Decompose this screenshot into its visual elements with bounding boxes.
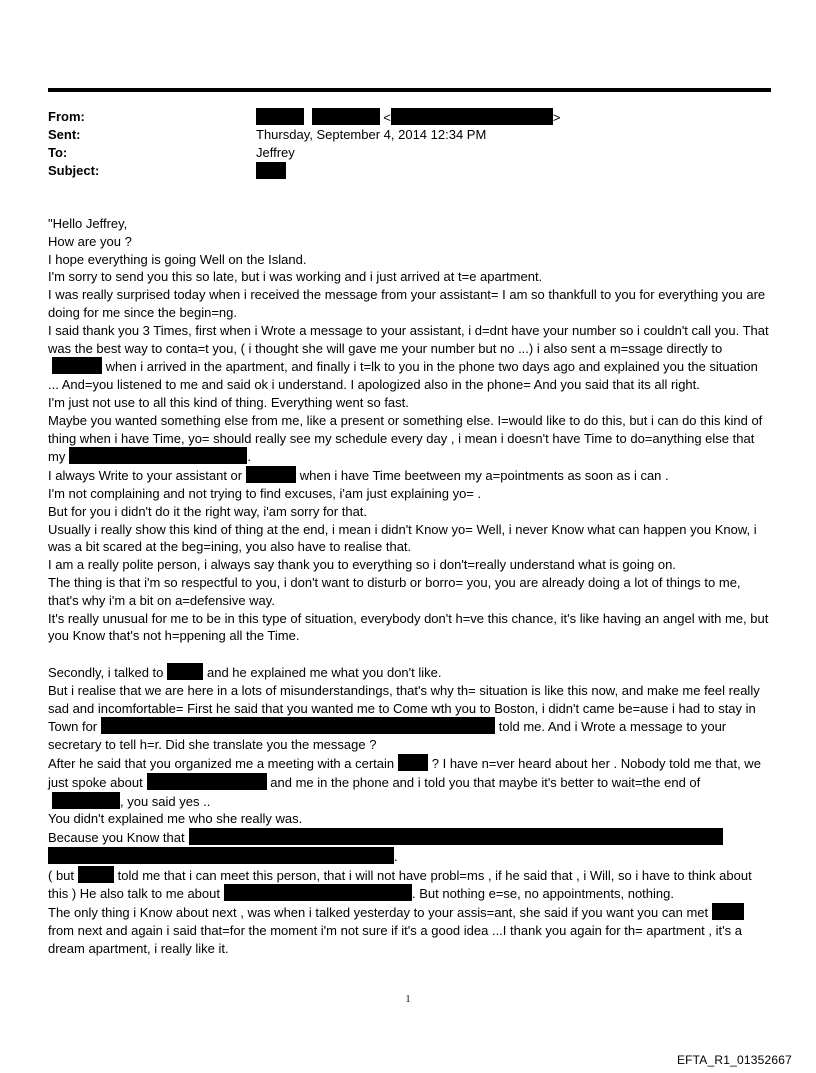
body-text: told me. And i Wrote a message to your secretary to tell h=r. Did she translate you the message ? (48, 719, 727, 753)
from-label: From: (48, 109, 85, 124)
body-text: and me in the phone and i told you that maybe it's better to wait=the end of (266, 774, 701, 790)
body-text: I said thank you 3 Times, first when i Wrote a message to your assistant, i d=dnt have your number so i couldn't call you. That was the best way to conta=t you, ( i thought she will gave me your number but no ...) i also sent a m=ssage directly to (48, 322, 769, 356)
body-paragraph (48, 322, 772, 394)
to-row (48, 144, 771, 162)
redaction-block (147, 773, 267, 790)
redaction-block (312, 108, 380, 125)
body-text: , you said yes .. (120, 793, 211, 809)
body-paragraph (48, 754, 772, 810)
redaction-block (52, 792, 120, 809)
body-text: After he said that you organized me a meeting with a certain (48, 755, 395, 771)
redaction-block (256, 162, 286, 179)
body-text: when i arrived in the apartment, and finally i t=lk to you in the phone two days ago and explained you the situation ... And=you listened to me and said ok i understand. I apologized also in the phone= And you said that its all right. (48, 359, 758, 393)
body-text: ? I have n=ver heard about her . Nobody told me that, we just spoke about (48, 755, 761, 790)
body-text: and he explained me what you don't like. (203, 664, 442, 680)
body-paragraph (48, 828, 772, 866)
email-header (48, 108, 771, 180)
body-text: from next and again i said that=for the moment i'm not sure if it's a good idea ...I thank you again for th= apartment , it's a dream apartment, i really like it. (48, 923, 742, 956)
from-gt: > (552, 110, 561, 125)
sent-label: Sent: (48, 127, 81, 142)
bates-number: EFTA_R1_01352667 (676, 1053, 792, 1067)
body-paragraph: How are you ? (48, 233, 132, 249)
body-text: Maybe you wanted something else from me, like a present or something else. I=would like to do this, but i can do this kind of thing when i have Time, yo= should really see my schedule every day , i mean i doesn't have Time to do=anything else that my (48, 412, 763, 465)
sent-value: Thursday, September 4, 2014 12:34 PM (256, 127, 487, 142)
body-text: when i have Time beetween my a=pointments as soon as i can . (296, 468, 669, 484)
body-paragraph: I'm just not use to all this kind of thing. Everything went so fast. (48, 394, 409, 410)
redaction-block (246, 466, 296, 483)
body-text: But i realise that we are here in a lots of misunderstandings, that's why th= situation is like this now, and make me feel really sad and incomfortable= First he said that you wanted me to Come wth you to Boston, i didn't came be=ause i had to stay in Town for (48, 682, 760, 735)
body-text: told me that i can meet this person, that i will not have probl=ms , if he said that , i Will, so i have to think about this ) He also talk to me about (48, 867, 752, 902)
email-body (48, 215, 772, 958)
body-text: The only thing i Know about next , was when i talked yesterday to your assis=ant, she said if you want you can met (48, 905, 709, 921)
body-paragraph: "Hello Jeffrey, (48, 216, 128, 231)
body-paragraph: Usually i really show this kind of thing at the end, i mean i didn't Know yo= Well, i never Know what can happen you Know, i was a bit scared at the beg=ining, you also have to realise that. (48, 521, 757, 555)
redaction-block (52, 357, 102, 374)
from-row (48, 108, 771, 126)
subject-label: Subject: (48, 163, 100, 178)
body-text: . (247, 449, 251, 465)
body-paragraph: The thing is that i'm so respectful to you, i don't want to disturb or borro= you, you are already doing a lot of things to me, that's why i'm a bit on a=defensive way. (48, 574, 741, 608)
redaction-block (167, 663, 203, 680)
body-paragraph: I'm not complaining and not trying to find excuses, i'am just explaining yo= . (48, 485, 482, 501)
to-value: Jeffrey (256, 145, 295, 160)
body-paragraph: You didn't explained me who she really was. (48, 811, 303, 827)
redaction-block (391, 108, 553, 125)
body-text: . But nothing e=se, no appointments, nothing. (411, 886, 674, 902)
paragraph-gap (48, 645, 772, 663)
sent-row (48, 126, 771, 144)
body-paragraph (48, 682, 772, 754)
page-number: 1 (405, 994, 411, 1005)
body-paragraph (48, 663, 772, 682)
body-paragraph: I hope everything is going Well on the Island. (48, 251, 307, 267)
body-paragraph (48, 866, 772, 904)
redaction-block (78, 866, 114, 883)
redaction-block (224, 884, 412, 901)
redaction-block (189, 828, 723, 845)
header-rule (48, 88, 771, 92)
body-text: Secondly, i talked to (48, 664, 164, 680)
body-paragraph (48, 903, 772, 957)
redaction-block (398, 754, 428, 771)
body-paragraph (48, 412, 772, 466)
body-paragraph: I am a really polite person, i always say thank you to everything so i don't=really understand what is going on. (48, 557, 676, 573)
from-value (256, 108, 560, 127)
redaction-block (48, 847, 394, 864)
body-paragraph (48, 466, 772, 485)
body-paragraph: But for you i didn't do it the right way, i'am sorry for that. (48, 503, 368, 519)
subject-value (256, 162, 286, 181)
body-text: I always Write to your assistant or (48, 468, 243, 484)
redaction-block (256, 108, 304, 125)
redaction-block (69, 447, 247, 464)
subject-row (48, 162, 771, 180)
to-label: To: (48, 145, 68, 160)
body-paragraph: I was really surprised today when i received the message from your assistant= I am so thankfull to you for everything you are doing for me since the begin=ng. (48, 287, 766, 320)
from-lt: < (383, 110, 391, 125)
body-text: ( but (48, 867, 75, 883)
body-paragraph: It's really unusual for me to be in this type of situation, everybody don't h=ve this chance, it's like having an angel with me, but you Know that's not h=ppening all the Time. (48, 610, 769, 644)
redaction-block (101, 717, 495, 734)
body-text: . (394, 848, 398, 864)
redaction-block (712, 903, 744, 920)
body-paragraph: I'm sorry to send you this so late, but i was working and i just arrived at t=e apartment. (48, 269, 543, 285)
body-text: Because you Know that (48, 830, 185, 846)
